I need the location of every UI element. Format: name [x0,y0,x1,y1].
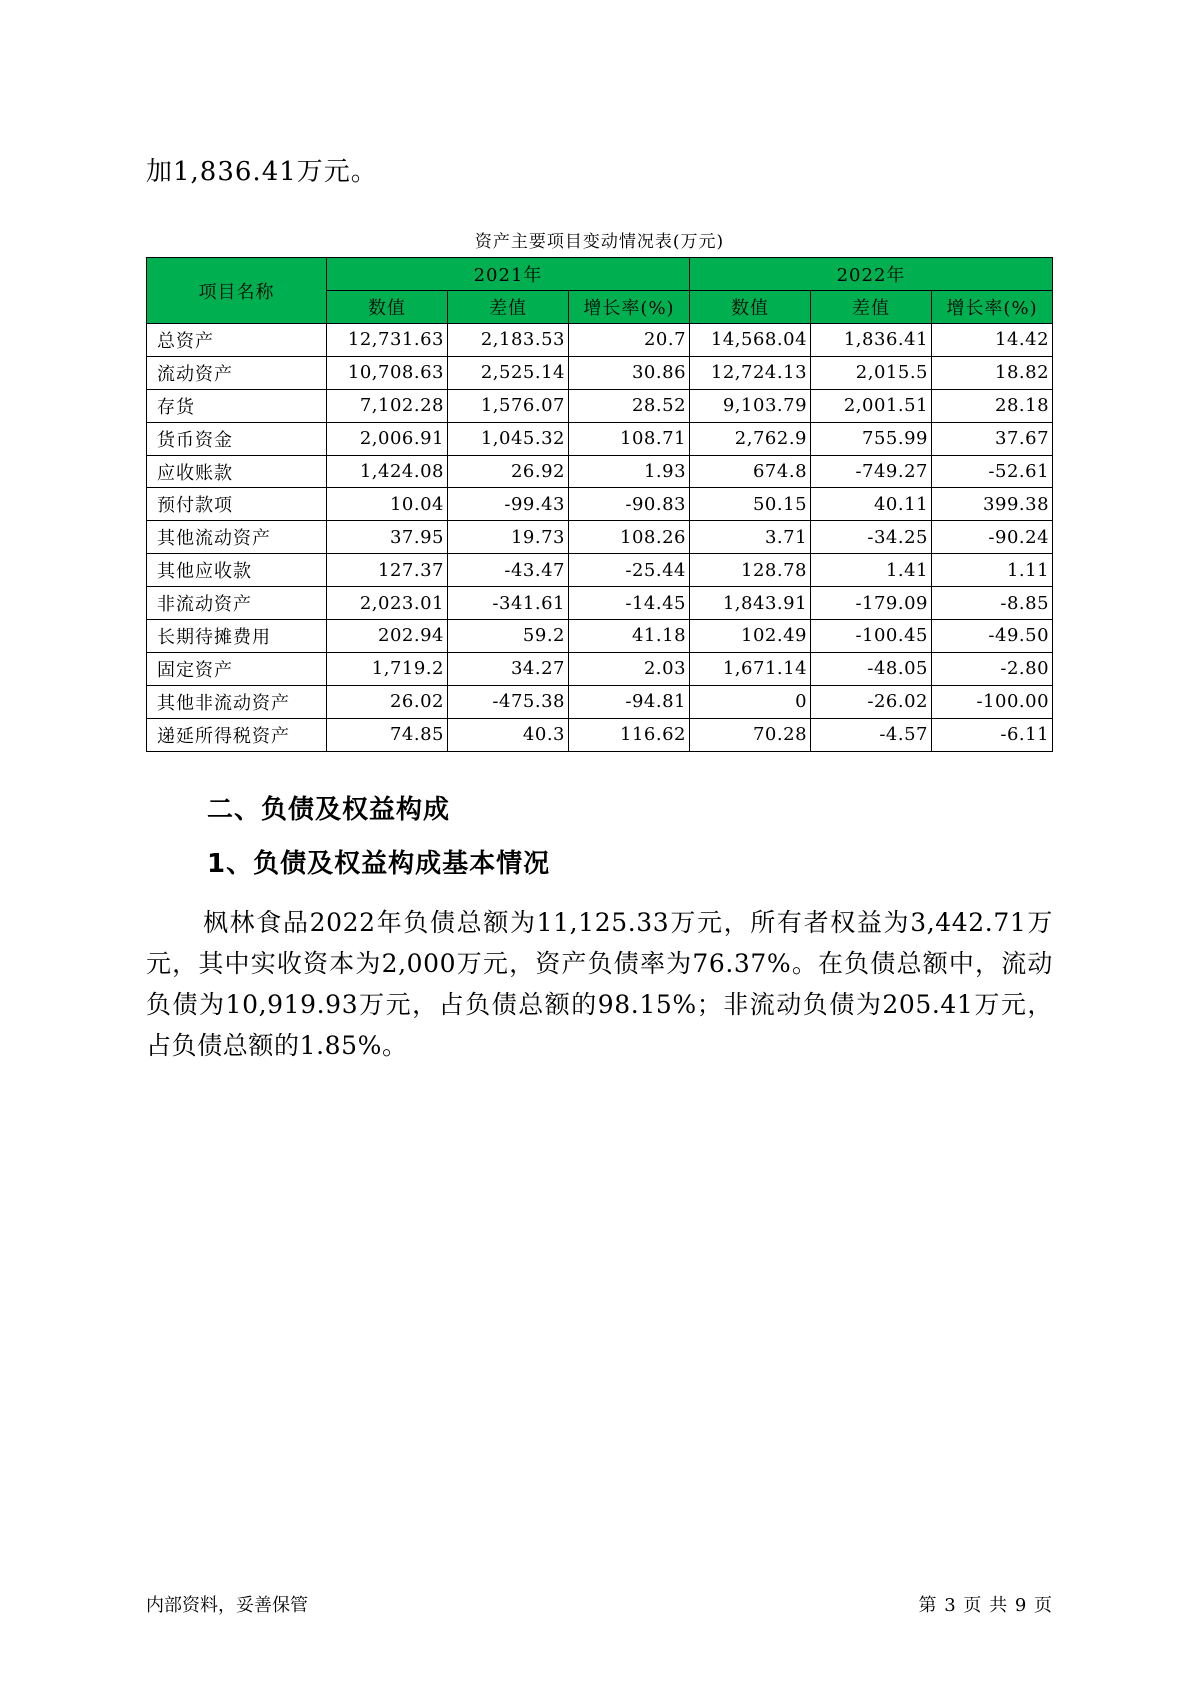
header-year-2021: 2021年 [327,258,690,291]
row-cell-value: 2,006.91 [327,422,448,455]
row-cell-value: 70.28 [690,718,811,751]
row-cell-value: -99.43 [448,488,569,521]
table-caption: 资产主要项目变动情况表(万元) [474,232,725,252]
row-cell-value: 202.94 [327,620,448,653]
row-cell-value: 1,671.14 [690,652,811,685]
row-cell-value: 26.92 [448,455,569,488]
row-cell-value: 37.67 [932,422,1053,455]
header-growth-2021: 增长率(%) [569,291,690,324]
row-cell-value: 1.41 [811,554,932,587]
row-item-name: 存货 [147,389,327,422]
row-cell-value: -179.09 [811,587,932,620]
row-item-name: 流动资产 [147,356,327,389]
row-cell-value: -48.05 [811,652,932,685]
row-cell-value: 28.18 [932,389,1053,422]
row-cell-value: -749.27 [811,455,932,488]
row-cell-value: 2,762.9 [690,422,811,455]
table-row [147,488,1053,521]
row-cell-value: 127.37 [327,554,448,587]
row-cell-value: 41.18 [569,620,690,653]
row-cell-value: 755.99 [811,422,932,455]
row-cell-value: 2,183.53 [448,324,569,357]
row-cell-value: 14.42 [932,324,1053,357]
row-item-name: 长期待摊费用 [147,620,327,653]
row-cell-value: 50.15 [690,488,811,521]
row-cell-value: 1,045.32 [448,422,569,455]
row-cell-value: 102.49 [690,620,811,653]
row-cell-value: -90.83 [569,488,690,521]
table-row [147,620,1053,653]
row-cell-value: 37.95 [327,521,448,554]
body-paragraph: 枫林食品2022年负债总额为11,125.33万元，所有者权益为3,442.71万元，其中实收资本为2,000万元，资产负债率为76.37%。在负债总额中，流动负债为10,919.93万元，占负债总额的98.15%；非流动负债为205.41万元，占负债总额的1.85%。 [146,908,1053,1060]
row-cell-value: 34.27 [448,652,569,685]
row-item-name: 总资产 [147,324,327,357]
asset-change-table [146,257,1053,752]
table-row [147,521,1053,554]
row-cell-value: 9,103.79 [690,389,811,422]
row-cell-value: 20.7 [569,324,690,357]
row-cell-value: -341.61 [448,587,569,620]
footer-page-number: 第 3 页 共 9 页 [918,1595,1053,1616]
row-cell-value: -49.50 [932,620,1053,653]
header-diff-2021: 差值 [448,291,569,324]
row-cell-value: -26.02 [811,685,932,718]
row-cell-value: 10,708.63 [327,356,448,389]
row-cell-value: -52.61 [932,455,1053,488]
row-cell-value: 3.71 [690,521,811,554]
table-row [147,356,1053,389]
row-cell-value: 7,102.28 [327,389,448,422]
row-cell-value: -90.24 [932,521,1053,554]
row-cell-value: 108.26 [569,521,690,554]
row-cell-value: 59.2 [448,620,569,653]
row-cell-value: -475.38 [448,685,569,718]
row-cell-value: -6.11 [932,718,1053,751]
row-cell-value: 1,424.08 [327,455,448,488]
table-row [147,389,1053,422]
row-cell-value: -100.45 [811,620,932,653]
row-cell-value: 12,731.63 [327,324,448,357]
row-cell-value: 19.73 [448,521,569,554]
row-cell-value: 116.62 [569,718,690,751]
row-item-name: 其他非流动资产 [147,685,327,718]
row-cell-value: 40.11 [811,488,932,521]
row-cell-value: 2.03 [569,652,690,685]
row-cell-value: 40.3 [448,718,569,751]
row-cell-value: -14.45 [569,587,690,620]
table-row [147,324,1053,357]
subsection-heading: 1、负债及权益构成基本情况 [207,849,551,879]
row-cell-value: 12,724.13 [690,356,811,389]
row-cell-value: 2,001.51 [811,389,932,422]
table-body [147,324,1053,752]
row-cell-value: 10.04 [327,488,448,521]
footer-confidential-note: 内部资料，妥善保管 [146,1595,308,1616]
row-cell-value: 74.85 [327,718,448,751]
row-item-name: 应收账款 [147,455,327,488]
row-cell-value: 2,015.5 [811,356,932,389]
row-cell-value: -34.25 [811,521,932,554]
header-diff-2022: 差值 [811,291,932,324]
row-cell-value: 2,023.01 [327,587,448,620]
row-cell-value: 128.78 [690,554,811,587]
row-cell-value: -8.85 [932,587,1053,620]
row-cell-value: 1,719.2 [327,652,448,685]
row-cell-value: 28.52 [569,389,690,422]
row-cell-value: -43.47 [448,554,569,587]
row-item-name: 固定资产 [147,652,327,685]
row-item-name: 预付款项 [147,488,327,521]
row-cell-value: 1.93 [569,455,690,488]
row-cell-value: 108.71 [569,422,690,455]
row-item-name: 货币资金 [147,422,327,455]
header-item-name: 项目名称 [147,258,327,324]
row-item-name: 其他流动资产 [147,521,327,554]
header-year-2022: 2022年 [690,258,1053,291]
row-cell-value: 1,836.41 [811,324,932,357]
table-row [147,652,1053,685]
row-cell-value: 1.11 [932,554,1053,587]
row-cell-value: 30.86 [569,356,690,389]
row-cell-value: -100.00 [932,685,1053,718]
row-cell-value: 399.38 [932,488,1053,521]
row-cell-value: 26.02 [327,685,448,718]
row-cell-value: -94.81 [569,685,690,718]
table-row [147,422,1053,455]
row-cell-value: 1,576.07 [448,389,569,422]
row-cell-value: 0 [690,685,811,718]
row-cell-value: -2.80 [932,652,1053,685]
table-row [147,554,1053,587]
row-cell-value: -25.44 [569,554,690,587]
header-value-2021: 数值 [327,291,448,324]
row-item-name: 非流动资产 [147,587,327,620]
header-value-2022: 数值 [690,291,811,324]
section-heading: 二、负债及权益构成 [207,795,451,825]
row-cell-value: 1,843.91 [690,587,811,620]
table-row [147,718,1053,751]
row-item-name: 其他应收款 [147,554,327,587]
row-cell-value: 14,568.04 [690,324,811,357]
header-growth-2022: 增长率(%) [932,291,1053,324]
table-row [147,455,1053,488]
row-item-name: 递延所得税资产 [147,718,327,751]
row-cell-value: 2,525.14 [448,356,569,389]
table-row [147,685,1053,718]
row-cell-value: 674.8 [690,455,811,488]
row-cell-value: 18.82 [932,356,1053,389]
row-cell-value: -4.57 [811,718,932,751]
intro-line: 加1,836.41万元。 [146,157,378,187]
table-row [147,587,1053,620]
